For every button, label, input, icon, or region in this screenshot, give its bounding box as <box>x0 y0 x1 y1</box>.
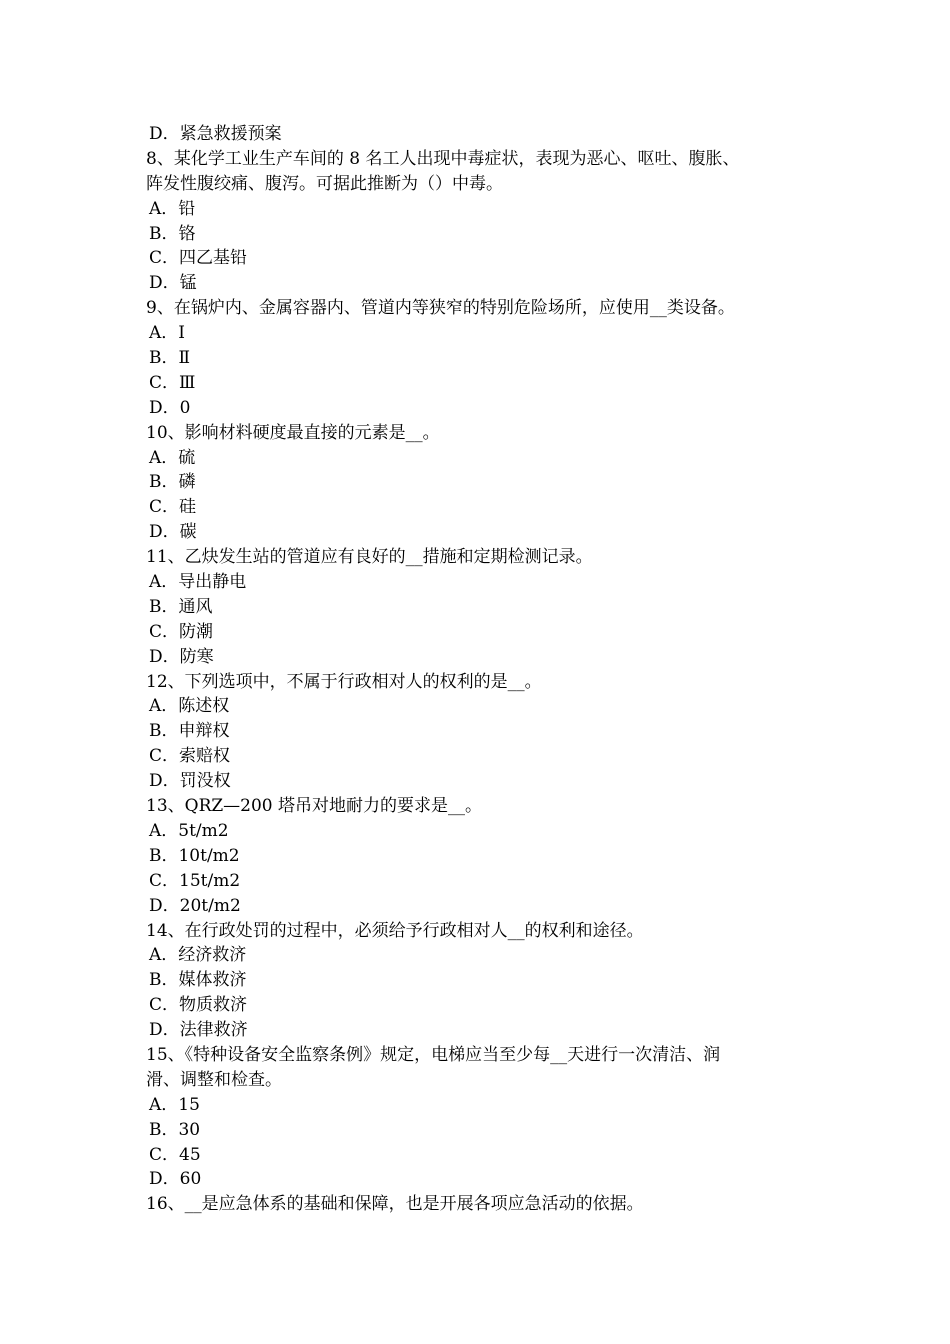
question-line: 阵发性腹绞痛、腹泻。可据此推断为（）中毒。 <box>146 173 503 194</box>
option-line: D．60 <box>149 1169 202 1190</box>
question-line: 9、在锅炉内、金属容器内、管道内等狭窄的特别危险场所，应使用__类设备。 <box>146 298 735 319</box>
option-line: A．铅 <box>149 198 196 219</box>
option-line: C．45 <box>149 1144 201 1165</box>
option-line: B．10t/m2 <box>149 845 240 866</box>
option-line: B．30 <box>149 1119 201 1140</box>
option-line: A．Ⅰ <box>149 323 185 344</box>
option-line: D．0 <box>149 397 191 418</box>
option-line: D．法律救济 <box>149 1020 248 1041</box>
option-line: A．5t/m2 <box>149 820 229 841</box>
option-line: D．20t/m2 <box>149 895 241 916</box>
option-line: B．Ⅱ <box>149 348 191 369</box>
option-line: A．导出静电 <box>149 572 247 593</box>
question-line: 12、下列选项中，不属于行政相对人的权利的是__。 <box>146 671 542 692</box>
question-line: 13、QRZ—200 塔吊对地耐力的要求是__。 <box>146 796 483 817</box>
option-line: C．防潮 <box>149 621 214 642</box>
question-line: 滑、调整和检查。 <box>146 1069 282 1090</box>
option-line: A．陈述权 <box>149 696 230 717</box>
option-line: D．锰 <box>149 273 197 294</box>
option-line: C．Ⅲ <box>149 372 196 393</box>
option-line: B．申辩权 <box>149 721 230 742</box>
option-line: A．15 <box>149 1094 200 1115</box>
option-line: B．媒体救济 <box>149 970 247 991</box>
option-line: D．碳 <box>149 522 197 543</box>
option-line: C．硅 <box>149 497 197 518</box>
option-line: D．紧急救援预案 <box>149 124 282 144</box>
option-line: A．硫 <box>149 447 196 468</box>
question-line: 16、__是应急体系的基础和保障，也是开展各项应急活动的依据。 <box>146 1194 644 1215</box>
option-line: D．防寒 <box>149 646 214 667</box>
question-line: 14、在行政处罚的过程中，必须给予行政相对人__的权利和途径。 <box>146 920 644 941</box>
option-line: D．罚没权 <box>149 771 231 792</box>
option-line: B．通风 <box>149 596 213 617</box>
option-line: C．索赔权 <box>149 746 231 767</box>
question-line: 15、《特种设备安全监察条例》规定，电梯应当至少每__天进行一次清洁、润 <box>146 1044 721 1065</box>
option-line: C．四乙基铅 <box>149 248 248 269</box>
option-line: B．磷 <box>149 472 196 493</box>
document-page <box>146 122 826 1217</box>
option-line: B．铬 <box>149 223 196 244</box>
question-line: 10、影响材料硬度最直接的元素是__。 <box>146 422 440 443</box>
question-line: 8、某化学工业生产车间的 8 名工人出现中毒症状，表现为恶心、呕吐、腹胀、 <box>146 148 740 169</box>
question-line: 11、乙炔发生站的管道应有良好的__措施和定期检测记录。 <box>146 547 593 568</box>
option-line: C．物质救济 <box>149 995 248 1016</box>
option-line: A．经济救济 <box>149 945 247 966</box>
option-line: C．15t/m2 <box>149 870 241 891</box>
